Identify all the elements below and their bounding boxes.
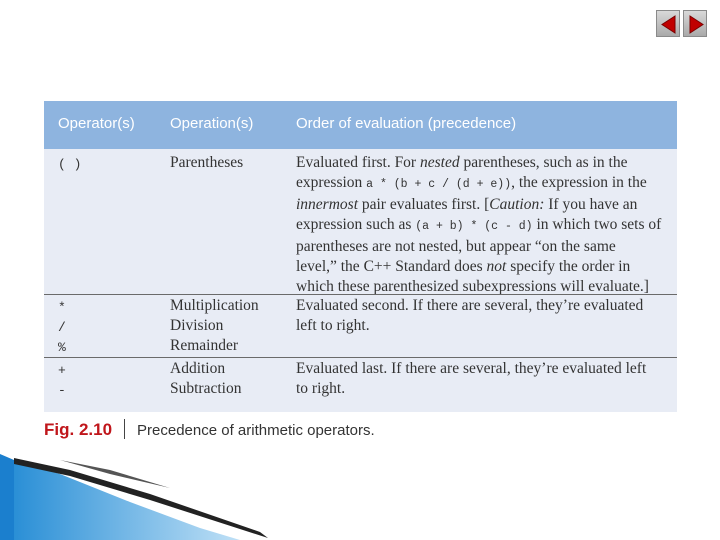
operation-cell: Addition Subtraction [170, 360, 242, 397]
table-row [44, 357, 677, 408]
table-row [44, 294, 677, 357]
precedence-table [44, 101, 677, 412]
operation-cell: Multiplication Division Remainder [170, 297, 259, 354]
decorative-swoosh [0, 430, 320, 540]
order-cell: Evaluated last. If there are several, they’re evaluated left to right. [296, 360, 647, 397]
order-cell: Evaluated second. If there are several, they’re evaluated left to right. [296, 297, 644, 334]
order-cell: Evaluated first. For nested parentheses, such as in the expression a * (b + c / (d + e)), the expression in the innermost pair evaluates first. [Caution: If you have an expression such as (a + b) * (c - d) in which two sets of parentheses are not nested, but appear “on the same level,” the C++ Standard does not specify the order in which these parenthesized subexpressions will evaluate.] [296, 154, 662, 295]
figure-caption-text: Precedence of arithmetic operators. [137, 422, 375, 439]
operator-cell: ( ) [58, 157, 82, 172]
triangle-right-icon [684, 11, 708, 38]
table-row [44, 153, 677, 293]
header-operators: Operator(s) [58, 115, 135, 132]
triangle-left-icon [657, 11, 681, 38]
operation-cell: Parentheses [170, 154, 244, 171]
next-slide-button[interactable] [683, 10, 707, 37]
operator-cell: * / % [58, 300, 66, 355]
table-header [44, 101, 677, 149]
header-order: Order of evaluation (precedence) [296, 115, 517, 132]
header-operations: Operation(s) [170, 115, 254, 132]
operator-cell: + - [58, 363, 66, 398]
previous-slide-button[interactable] [656, 10, 680, 37]
figure-label: Fig. 2.10 [44, 420, 113, 439]
